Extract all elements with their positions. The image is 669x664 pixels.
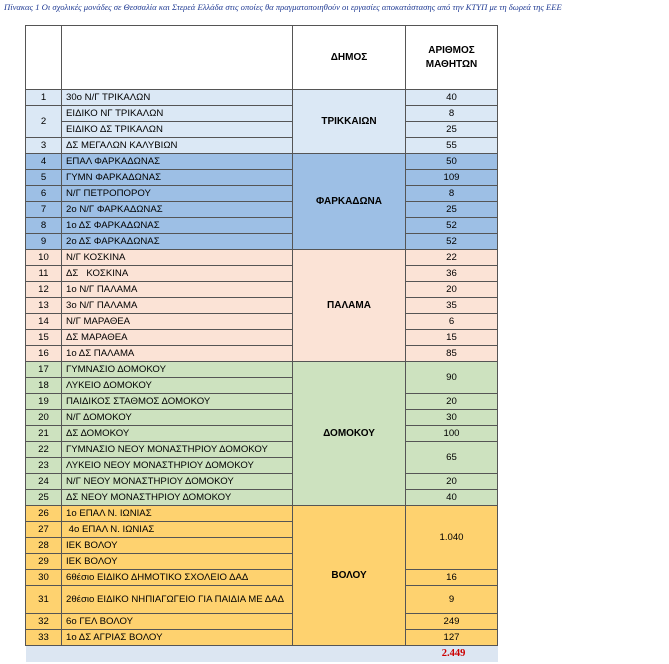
total-spacer	[62, 646, 293, 662]
school-name: 1ο ΕΠΑΛ Ν. ΙΩΝΙΑΣ	[62, 506, 293, 522]
municipality-palama: ΠΑΛΑΜΑ	[293, 250, 406, 362]
total-spacer	[293, 646, 406, 662]
table-caption: Πίνακας 1 Οι σχολικές μονάδες σε Θεσσαλία και Στερεά Ελλάδα στις οποίες θα πραγματοποιηθούν οι εργασίες αποκατάστασης από την ΚΤΥΠ με τη δωρεά της ΕΕΕ	[4, 2, 562, 12]
school-name: ΔΣ ΔΟΜΟΚΟΥ	[62, 426, 293, 442]
row-number: 33	[26, 630, 62, 646]
student-count: 249	[406, 614, 498, 630]
school-name: ΙΕΚ ΒΟΛΟΥ	[62, 538, 293, 554]
student-count: 109	[406, 170, 498, 186]
row-number: 14	[26, 314, 62, 330]
school-name: ΓΥΜΝ ΦΑΡΚΑΔΩΝΑΣ	[62, 170, 293, 186]
row-number: 16	[26, 346, 62, 362]
table-row	[26, 614, 498, 630]
student-count: 20	[406, 394, 498, 410]
student-count: 20	[406, 282, 498, 298]
student-count: 52	[406, 234, 498, 250]
school-name: ΛΥΚΕΙΟ ΝΕΟΥ ΜΟΝΑΣΤΗΡΙΟΥ ΔΟΜΟΚΟΥ	[62, 458, 293, 474]
school-name: ΕΙΔΙΚΟ ΔΣ ΤΡΙΚΑΛΩΝ	[62, 122, 293, 138]
row-number: 2	[26, 106, 62, 138]
row-number: 12	[26, 282, 62, 298]
row-number: 6	[26, 186, 62, 202]
school-name: ΔΣ ΜΕΓΑΛΩΝ ΚΑΛΥΒΙΩΝ	[62, 138, 293, 154]
student-count: 25	[406, 122, 498, 138]
row-number: 32	[26, 614, 62, 630]
table-row	[26, 394, 498, 410]
row-number: 18	[26, 378, 62, 394]
school-name: ΓΥΜΝΑΣΙΟ ΝΕΟΥ ΜΟΝΑΣΤΗΡΙΟΥ ΔΟΜΟΚΟΥ	[62, 442, 293, 458]
total-row	[26, 646, 498, 662]
row-number: 28	[26, 538, 62, 554]
row-number: 24	[26, 474, 62, 490]
student-count: 30	[406, 410, 498, 426]
school-name: 4ο ΕΠΑΛ Ν. ΙΩΝΙΑΣ	[62, 522, 293, 538]
row-number: 27	[26, 522, 62, 538]
school-name: ΔΣ ΜΑΡΑΘΕΑ	[62, 330, 293, 346]
student-count: 8	[406, 106, 498, 122]
school-name: ΓΥΜΝΑΣΙΟ ΔΟΜΟΚΟΥ	[62, 362, 293, 378]
table-row	[26, 586, 498, 614]
row-number: 11	[26, 266, 62, 282]
table-row	[26, 154, 498, 170]
student-count: 100	[406, 426, 498, 442]
municipality-volos: ΒΟΛΟΥ	[293, 506, 406, 646]
school-name: ΠΑΙΔΙΚΟΣ ΣΤΑΘΜΟΣ ΔΟΜΟΚΟΥ	[62, 394, 293, 410]
school-name: 2ο ΔΣ ΦΑΡΚΑΔΩΝΑΣ	[62, 234, 293, 250]
school-name: Ν/Γ ΜΑΡΑΘΕΑ	[62, 314, 293, 330]
total-student-count: 2.449	[441, 648, 466, 660]
table-row	[26, 630, 498, 646]
row-number: 20	[26, 410, 62, 426]
table-row	[26, 314, 498, 330]
student-count: 40	[406, 490, 498, 506]
school-name: Ν/Γ ΚΟΣΚΙΝΑ	[62, 250, 293, 266]
table-row	[26, 570, 498, 586]
table-row	[26, 362, 498, 378]
row-number: 19	[26, 394, 62, 410]
row-number: 3	[26, 138, 62, 154]
row-number: 17	[26, 362, 62, 378]
table-row	[26, 106, 498, 122]
school-name: ΕΠΑΛ ΦΑΡΚΑΔΩΝΑΣ	[62, 154, 293, 170]
school-name: 2θέσιο ΕΙΔΙΚΟ ΝΗΠΙΑΓΩΓΕΙΟ ΓΙΑ ΠΑΙΔΙΑ ΜΕ ΔΑΔ	[62, 586, 293, 614]
municipality-farkadona: ΦΑΡΚΑΔΩΝΑ	[293, 154, 406, 250]
row-number: 5	[26, 170, 62, 186]
row-number: 25	[26, 490, 62, 506]
table-row	[26, 330, 498, 346]
student-count: 22	[406, 250, 498, 266]
row-number: 31	[26, 586, 62, 614]
student-count: 90	[406, 362, 498, 394]
table-row	[26, 90, 498, 106]
row-number: 8	[26, 218, 62, 234]
school-name: ΕΙΔΙΚΟ ΝΓ ΤΡΙΚΑΛΩΝ	[62, 106, 293, 122]
table-row	[26, 506, 498, 522]
student-count: 40	[406, 90, 498, 106]
student-count: 8	[406, 186, 498, 202]
student-count: 20	[406, 474, 498, 490]
student-count: 6	[406, 314, 498, 330]
student-count: 25	[406, 202, 498, 218]
student-count: 55	[406, 138, 498, 154]
student-count: 65	[406, 442, 498, 474]
student-count: 9	[406, 586, 498, 614]
student-count: 1.040	[406, 506, 498, 570]
school-name: 1ο ΔΣ ΑΓΡΙΑΣ ΒΟΛΟΥ	[62, 630, 293, 646]
school-name: 2ο Ν/Γ ΦΑΡΚΑΔΩΝΑΣ	[62, 202, 293, 218]
table-row	[26, 282, 498, 298]
header-row	[26, 26, 498, 90]
table-row	[26, 138, 498, 154]
school-name: ΔΣ ΚΟΣΚΙΝΑ	[62, 266, 293, 282]
school-name: 1ο ΔΣ ΦΑΡΚΑΔΩΝΑΣ	[62, 218, 293, 234]
table-row	[26, 490, 498, 506]
school-name: 6θέσιο ΕΙΔΙΚΟ ΔΗΜΟΤΙΚΟ ΣΧΟΛΕΙΟ ΔΑΔ	[62, 570, 293, 586]
row-number: 1	[26, 90, 62, 106]
table-row	[26, 234, 498, 250]
schools-table	[25, 25, 498, 662]
school-name: Ν/Γ ΠΕΤΡΟΠΟΡΟΥ	[62, 186, 293, 202]
student-count: 35	[406, 298, 498, 314]
total-spacer	[26, 646, 62, 662]
school-name: Ν/Γ ΔΟΜΟΚΟΥ	[62, 410, 293, 426]
table-row	[26, 298, 498, 314]
header-num	[26, 26, 62, 90]
row-number: 21	[26, 426, 62, 442]
school-name: 6ο ΓΕΛ ΒΟΛΟΥ	[62, 614, 293, 630]
table-row	[26, 442, 498, 458]
row-number: 4	[26, 154, 62, 170]
school-name: 1ο ΔΣ ΠΑΛΑΜΑ	[62, 346, 293, 362]
school-name: ΛΥΚΕΙΟ ΔΟΜΟΚΟΥ	[62, 378, 293, 394]
row-number: 30	[26, 570, 62, 586]
header-count: ΑΡΙΘΜΟΣ ΜΑΘΗΤΩΝ	[406, 26, 498, 90]
school-name: ΔΣ ΝΕΟΥ ΜΟΝΑΣΤΗΡΙΟΥ ΔΟΜΟΚΟΥ	[62, 490, 293, 506]
row-number: 7	[26, 202, 62, 218]
table-row	[26, 474, 498, 490]
row-number: 23	[26, 458, 62, 474]
school-name: 3ο Ν/Γ ΠΑΛΑΜΑ	[62, 298, 293, 314]
school-name: Ν/Γ ΝΕΟΥ ΜΟΝΑΣΤΗΡΙΟΥ ΔΟΜΟΚΟΥ	[62, 474, 293, 490]
student-count: 50	[406, 154, 498, 170]
row-number: 22	[26, 442, 62, 458]
student-count: 85	[406, 346, 498, 362]
table-row	[26, 410, 498, 426]
table-row	[26, 186, 498, 202]
student-count: 52	[406, 218, 498, 234]
row-number: 9	[26, 234, 62, 250]
row-number: 15	[26, 330, 62, 346]
table-row	[26, 202, 498, 218]
header-dimos: ΔΗΜΟΣ	[293, 26, 406, 90]
row-number: 13	[26, 298, 62, 314]
school-name: ΙΕΚ ΒΟΛΟΥ	[62, 554, 293, 570]
row-number: 29	[26, 554, 62, 570]
row-number: 10	[26, 250, 62, 266]
table-row	[26, 218, 498, 234]
table-row	[26, 266, 498, 282]
table-row	[26, 426, 498, 442]
table-row	[26, 346, 498, 362]
table-row	[26, 170, 498, 186]
municipality-trikala: ΤΡΙΚΚΑΙΩΝ	[293, 90, 406, 154]
school-name: 1ο Ν/Γ ΠΑΛΑΜΑ	[62, 282, 293, 298]
row-number: 26	[26, 506, 62, 522]
student-count: 15	[406, 330, 498, 346]
header-school	[62, 26, 293, 90]
school-name: 30ο Ν/Γ ΤΡΙΚΑΛΩΝ	[62, 90, 293, 106]
student-count: 36	[406, 266, 498, 282]
table-row	[26, 122, 498, 138]
student-count: 16	[406, 570, 498, 586]
municipality-domokos: ΔΟΜΟΚΟΥ	[293, 362, 406, 506]
student-count: 127	[406, 630, 498, 646]
table-row	[26, 250, 498, 266]
